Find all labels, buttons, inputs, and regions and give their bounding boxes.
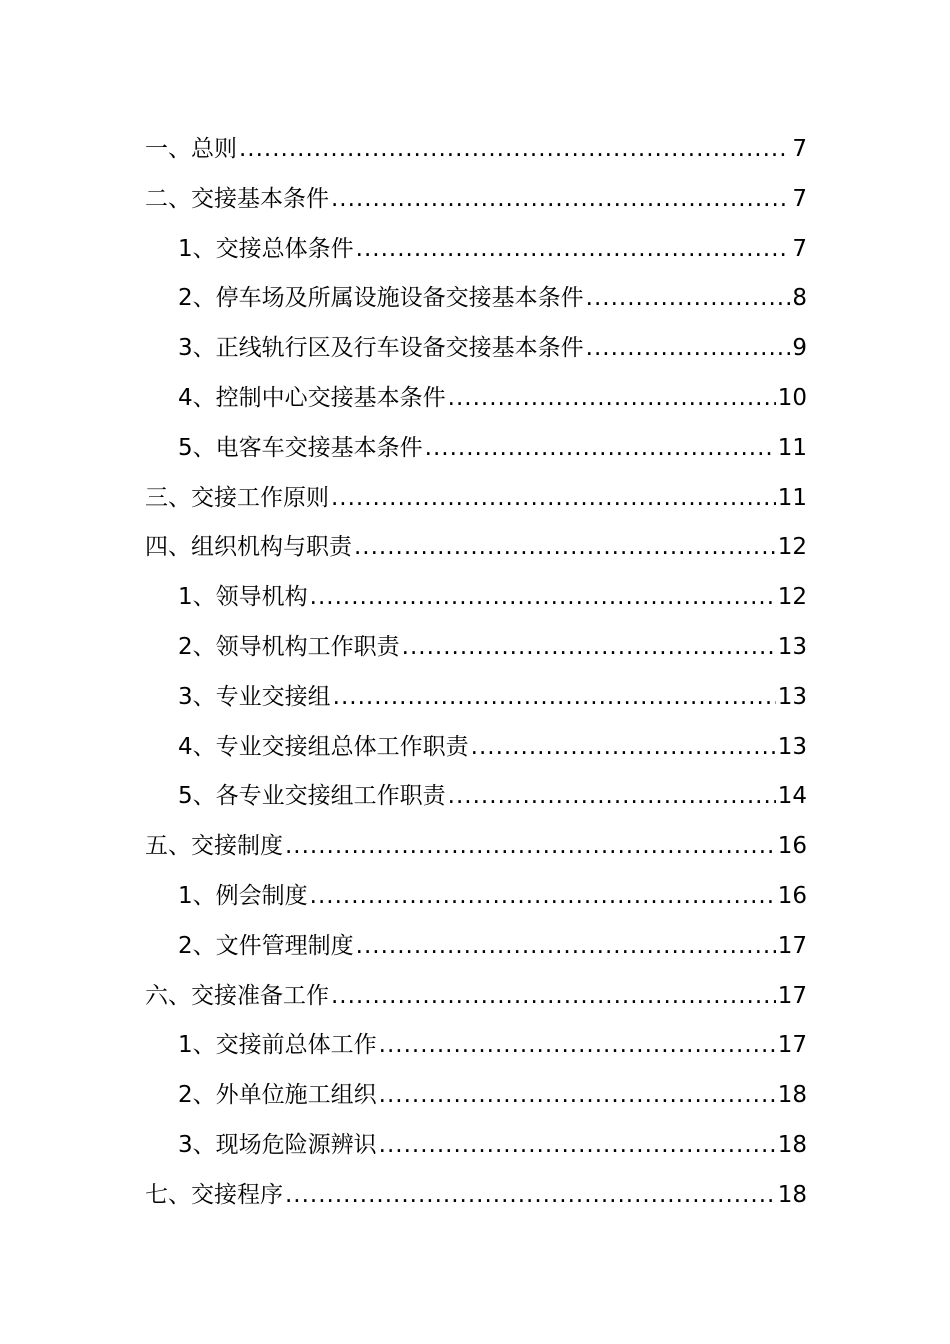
toc-dot-leader	[379, 1071, 776, 1121]
toc-entry-page: 13	[777, 683, 807, 710]
toc-entry-title: 七、交接程序	[145, 1181, 283, 1208]
toc-entry-title: 四、组织机构与职责	[145, 534, 352, 561]
toc-entry-title: 2、领导机构工作职责	[178, 633, 400, 660]
toc-entry[interactable]	[145, 1021, 807, 1071]
toc-entry[interactable]	[145, 274, 807, 324]
toc-entry-title: 2、停车场及所属设施设备交接基本条件	[178, 285, 584, 312]
toc-entry-page: 8	[792, 285, 807, 312]
toc-entry[interactable]	[145, 1171, 807, 1221]
toc-dot-leader	[285, 1171, 776, 1221]
toc-entry[interactable]	[145, 523, 807, 573]
toc-entry[interactable]	[145, 573, 807, 623]
toc-entry-page: 14	[777, 783, 807, 810]
table-of-contents	[145, 125, 807, 1221]
toc-entry-title: 1、例会制度	[178, 882, 308, 909]
toc-entry-page: 12	[777, 584, 807, 611]
toc-entry-title: 1、领导机构	[178, 584, 308, 611]
toc-entry-title: 三、交接工作原则	[145, 484, 329, 511]
toc-entry-page: 12	[777, 534, 807, 561]
toc-entry[interactable]	[145, 1071, 807, 1121]
toc-entry-page: 10	[777, 384, 807, 411]
toc-entry[interactable]	[145, 225, 807, 275]
toc-entry-page: 16	[777, 833, 807, 860]
toc-entry-title: 1、交接前总体工作	[178, 1032, 377, 1059]
toc-entry-title: 二、交接基本条件	[145, 185, 329, 212]
toc-entry-title: 五、交接制度	[145, 833, 283, 860]
toc-dot-leader	[354, 523, 776, 573]
toc-dot-leader	[333, 673, 776, 723]
toc-dot-leader	[448, 374, 776, 424]
toc-dot-leader	[310, 872, 776, 922]
toc-entry-title: 3、正线轨行区及行车设备交接基本条件	[178, 335, 584, 362]
toc-entry[interactable]	[145, 324, 807, 374]
toc-dot-leader	[356, 225, 791, 275]
toc-entry-page: 11	[777, 484, 807, 511]
toc-dot-leader	[379, 1021, 776, 1071]
toc-entry-title: 六、交接准备工作	[145, 982, 329, 1009]
toc-entry-title: 4、控制中心交接基本条件	[178, 384, 446, 411]
toc-entry-title: 3、现场危险源辨识	[178, 1131, 377, 1158]
toc-entry-title: 3、专业交接组	[178, 683, 331, 710]
toc-entry[interactable]	[145, 673, 807, 723]
toc-entry[interactable]	[145, 822, 807, 872]
toc-entry-page: 13	[777, 733, 807, 760]
toc-entry[interactable]	[145, 723, 807, 773]
toc-dot-leader	[402, 623, 776, 673]
toc-entry-page: 18	[777, 1131, 807, 1158]
toc-entry-page: 7	[792, 235, 807, 262]
toc-dot-leader	[356, 922, 776, 972]
toc-entry-page: 7	[792, 185, 807, 212]
toc-entry-page: 9	[792, 335, 807, 362]
toc-entry[interactable]	[145, 374, 807, 424]
toc-dot-leader	[379, 1121, 776, 1171]
toc-dot-leader	[331, 972, 776, 1022]
toc-entry-page: 18	[777, 1082, 807, 1109]
toc-entry-page: 13	[777, 633, 807, 660]
toc-dot-leader	[471, 723, 776, 773]
toc-entry-title: 5、各专业交接组工作职责	[178, 783, 446, 810]
toc-dot-leader	[331, 175, 790, 225]
toc-entry-title: 一、总则	[145, 136, 237, 162]
toc-dot-leader	[331, 474, 776, 524]
toc-dot-leader	[285, 822, 776, 872]
toc-entry-title: 1、交接总体条件	[178, 235, 354, 262]
toc-dot-leader	[310, 573, 776, 623]
toc-dot-leader	[586, 274, 791, 324]
toc-entry[interactable]	[145, 424, 807, 474]
toc-entry[interactable]	[145, 623, 807, 673]
toc-entry[interactable]	[145, 125, 807, 175]
toc-entry-title: 4、专业交接组总体工作职责	[178, 733, 469, 760]
toc-entry[interactable]	[145, 474, 807, 524]
toc-dot-leader	[586, 324, 791, 374]
toc-entry[interactable]	[145, 772, 807, 822]
toc-entry-page: 7	[792, 136, 807, 162]
toc-entry-page: 17	[777, 1032, 807, 1059]
toc-entry[interactable]	[145, 872, 807, 922]
toc-entry-page: 17	[777, 982, 807, 1009]
toc-entry-title: 2、文件管理制度	[178, 932, 354, 959]
toc-entry-title: 5、电客车交接基本条件	[178, 434, 423, 461]
toc-entry-page: 16	[777, 882, 807, 909]
toc-entry-page: 11	[777, 434, 807, 461]
toc-entry[interactable]	[145, 175, 807, 225]
toc-entry[interactable]	[145, 1121, 807, 1171]
toc-dot-leader	[239, 125, 790, 175]
toc-entry[interactable]	[145, 972, 807, 1022]
toc-dot-leader	[425, 424, 776, 474]
toc-dot-leader	[448, 772, 776, 822]
toc-entry[interactable]	[145, 922, 807, 972]
toc-entry-page: 17	[777, 932, 807, 959]
toc-entry-page: 18	[777, 1181, 807, 1208]
toc-entry-title: 2、外单位施工组织	[178, 1082, 377, 1109]
